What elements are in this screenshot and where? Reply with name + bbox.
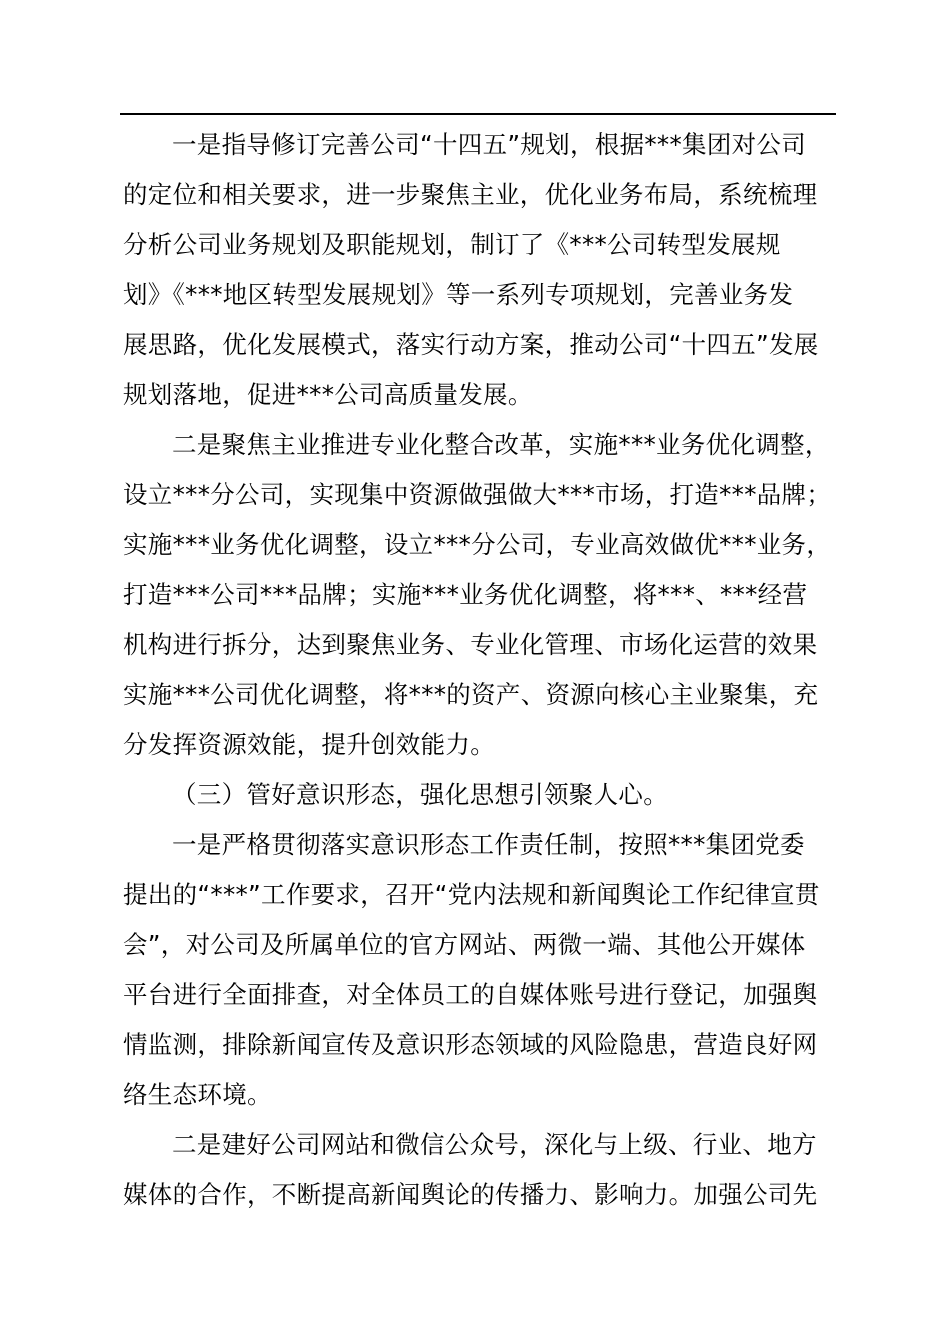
section-heading: （三）管好意识形态，强化思想引领聚人心。 [172,780,668,809]
paragraph-4-line-1: 二是建好公司网站和微信公众号，深化与上级、行业、地方 [172,1130,817,1159]
paragraph-1-line-6: 规划落地，促进***公司高质量发展。 [123,380,533,409]
paragraph-3-line-3: 会”，对公司及所属单位的官方网站、两微一端、其他公开媒体 [123,930,806,959]
paragraph-3-line-4: 平台进行全面排查，对全体员工的自媒体账号进行登记，加强舆 [123,980,818,1009]
paragraph-1-line-3: 分析公司业务规划及职能规划，制订了《***公司转型发展规 [123,230,781,259]
header-rule [120,113,836,115]
paragraph-1-line-4: 划》《***地区转型发展规划》等一系列专项规划，完善业务发 [123,280,794,309]
paragraph-2-line-6: 实施***公司优化调整，将***的资产、资源向核心主业聚集，充 [123,680,819,709]
paragraph-4-line-2: 媒体的合作，不断提高新闻舆论的传播力、影响力。加强公司先 [123,1180,818,1209]
paragraph-3-line-5: 情监测，排除新闻宣传及意识形态领域的风险隐患，营造良好网 [123,1030,818,1059]
paragraph-3-line-2: 提出的“***”工作要求，召开“党内法规和新闻舆论工作纪律宣贯 [123,880,820,909]
paragraph-1-line-5: 展思路，优化发展模式，落实行动方案，推动公司“十四五”发展 [123,330,819,359]
paragraph-2-line-1: 二是聚焦主业推进专业化整合改革，实施***业务优化调整， [172,430,830,459]
paragraph-2-line-7: 分发挥资源效能，提升创效能力。 [123,730,495,759]
paragraph-1-line-2: 的定位和相关要求，进一步聚焦主业，优化业务布局，系统梳理 [123,180,818,209]
paragraph-2-line-4: 打造***公司***品牌；实施***业务优化调整，将***、***经营 [123,580,808,609]
paragraph-3-line-1: 一是严格贯彻落实意识形态工作责任制，按照***集团党委 [172,830,805,859]
paragraph-2-line-3: 实施***业务优化调整，设立***分公司，专业高效做优***业务， [123,530,832,559]
paragraph-2-line-2: 设立***分公司，实现集中资源做强做大***市场，打造***品牌； [123,480,832,509]
paragraph-1-line-1: 一是指导修订完善公司“十四五”规划，根据***集团对公司 [172,130,807,159]
paragraph-2-line-5: 机构进行拆分，达到聚焦业务、专业化管理、市场化运营的效果 [123,630,818,659]
paragraph-3-line-6: 络生态环境。 [123,1080,272,1109]
